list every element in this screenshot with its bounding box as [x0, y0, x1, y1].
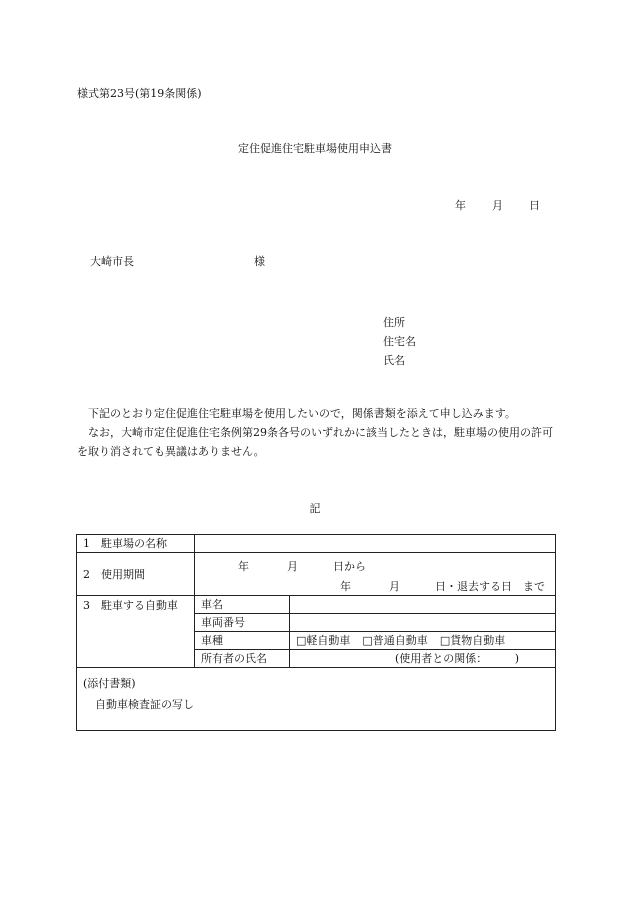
application-table: [76, 534, 556, 731]
period-month-1: 月: [287, 560, 298, 573]
applicant-block: [383, 313, 416, 370]
addressee-name: 大崎市長: [90, 255, 134, 268]
period-month-2: 月: [389, 580, 400, 593]
period-year-2: 年: [340, 580, 351, 593]
body-paragraph-1: 下記のとおり定住促進住宅駐車場を使用したいので，関係書類を添えて申し込みます。: [88, 407, 516, 420]
period-from: 日から: [333, 560, 366, 573]
period-until: 日・退去する日 まで: [435, 580, 545, 593]
car-type-options: [290, 632, 556, 650]
date-month: 月: [492, 199, 503, 212]
plate-number-value[interactable]: [290, 614, 556, 632]
attachments-cell: [77, 668, 556, 731]
car-type-cargo-checkbox[interactable]: □貨物自動車: [439, 634, 506, 647]
addressee: [90, 256, 265, 267]
attachment-item: 自動車検査証の写し: [95, 698, 194, 711]
attachments-label: (添付書類): [83, 677, 136, 690]
date-day: 日: [529, 199, 540, 212]
period-label: 2 使用期間: [77, 553, 195, 596]
car-name-label: 車名: [195, 596, 290, 614]
vehicle-label: 3 駐車する自動車: [77, 596, 195, 668]
body-paragraph-2: なお，大崎市定住促進住宅条例第29条各号のいずれかに該当したときは，駐車場の使用の許可を取り消されても異議はありません。: [77, 426, 553, 458]
table-row: [77, 596, 556, 614]
date-year: 年: [455, 199, 466, 212]
relation-note: (使用者との関係： ): [395, 652, 520, 665]
table-row: [77, 535, 556, 553]
car-type-label: 車種: [195, 632, 290, 650]
addressee-honorific: 様: [254, 255, 265, 268]
name-label: 氏名: [383, 354, 405, 367]
address-label: 住所: [383, 316, 405, 329]
period-value[interactable]: [195, 553, 556, 596]
car-name-value[interactable]: [290, 596, 556, 614]
parking-name-value[interactable]: [195, 535, 556, 553]
body-text: [77, 404, 555, 461]
car-type-standard-checkbox[interactable]: □普通自動車: [362, 634, 428, 647]
period-year-1: 年: [238, 560, 249, 573]
form-number: 様式第23号(第19条関係): [77, 87, 202, 100]
ki-mark: 記: [309, 502, 321, 515]
plate-number-label: 車両番号: [195, 614, 290, 632]
owner-name-label: 所有者の氏名: [195, 650, 290, 668]
document-title: 定住促進住宅駐車場使用申込書: [238, 142, 392, 155]
date-line: [455, 200, 540, 211]
parking-name-label: 1 駐車場の名称: [77, 535, 195, 553]
owner-name-value[interactable]: [290, 650, 556, 668]
table-row: [77, 553, 556, 596]
car-type-kei-checkbox[interactable]: □軽自動車: [296, 634, 351, 647]
table-row: [77, 668, 556, 731]
housing-label: 住宅名: [383, 335, 416, 348]
